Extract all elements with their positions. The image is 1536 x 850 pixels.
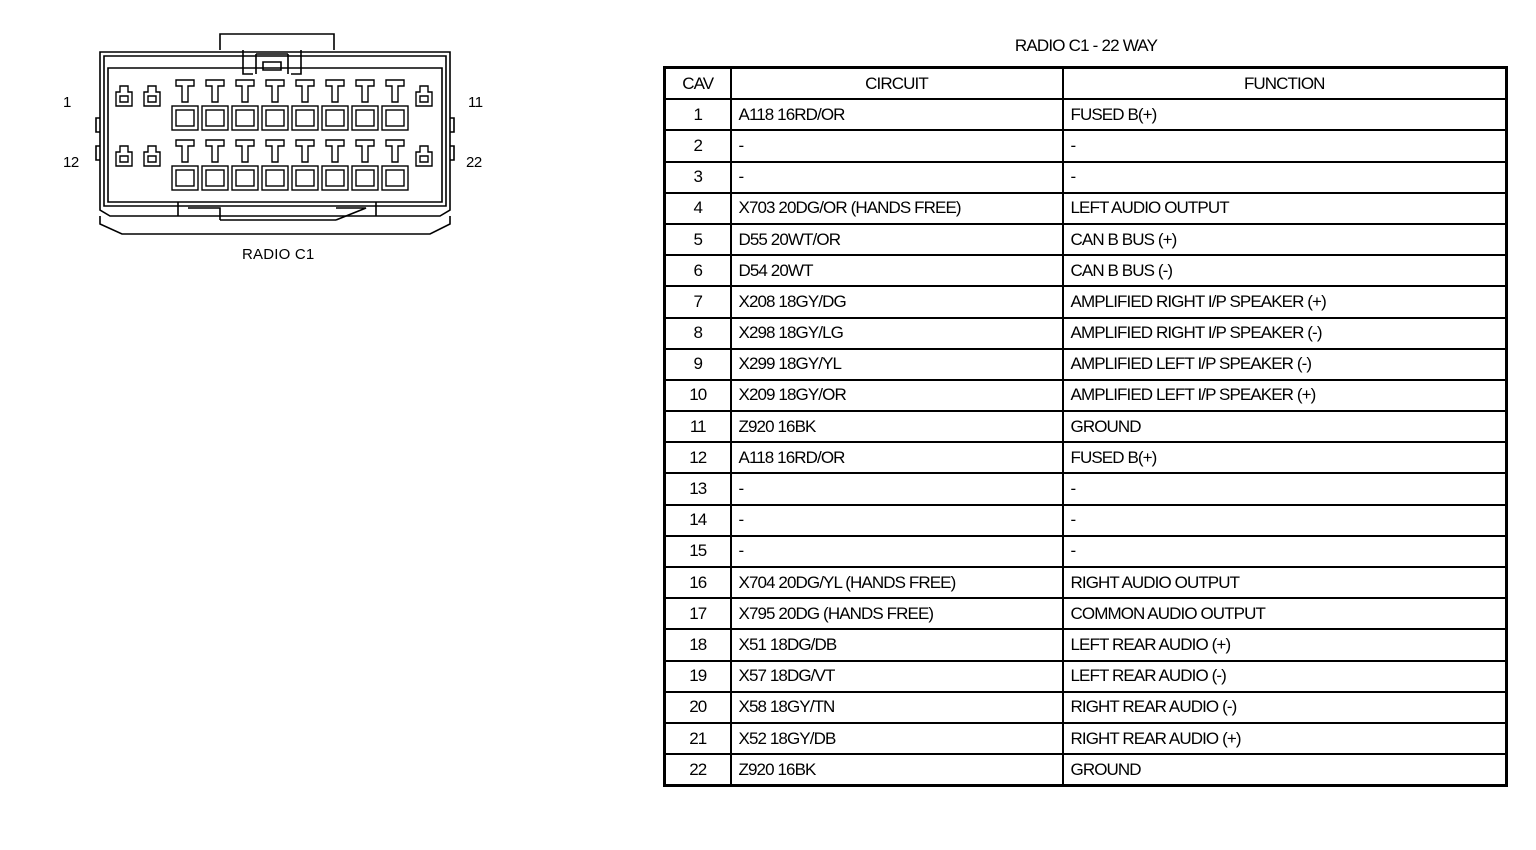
pin-label-12: 12 (63, 154, 79, 171)
circuit-cell: X795 20DG (HANDS FREE) (731, 598, 1063, 629)
cav-cell: 17 (665, 598, 731, 629)
table-row (665, 162, 1507, 193)
cav-cell: 16 (665, 567, 731, 598)
cav-cell: 12 (665, 442, 731, 473)
pin-label-22: 22 (466, 154, 482, 171)
function-cell: CAN B BUS (-) (1063, 255, 1507, 286)
cavity-11 (416, 86, 432, 106)
table-row (665, 349, 1507, 380)
table-row (665, 255, 1507, 286)
cavity-17 (262, 140, 288, 190)
cavity-20 (352, 140, 378, 190)
function-cell: RIGHT REAR AUDIO (+) (1063, 723, 1507, 754)
cavity-8 (322, 80, 348, 130)
table-row (665, 723, 1507, 754)
cav-cell: 3 (665, 162, 731, 193)
table-row (665, 629, 1507, 660)
table-row (665, 754, 1507, 786)
table-row (665, 130, 1507, 161)
table-title: RADIO C1 - 22 WAY (1014, 36, 1158, 55)
cav-cell: 6 (665, 255, 731, 286)
table-row (665, 598, 1507, 629)
function-cell: LEFT REAR AUDIO (-) (1063, 661, 1507, 692)
cav-cell: 21 (665, 723, 731, 754)
circuit-cell: X51 18DG/DB (731, 629, 1063, 660)
cavity-4 (202, 80, 228, 130)
cav-cell: 22 (665, 754, 731, 786)
cavity-14 (172, 140, 198, 190)
cav-cell: 13 (665, 473, 731, 504)
table-row (665, 661, 1507, 692)
function-cell: - (1063, 505, 1507, 536)
function-cell: - (1063, 162, 1507, 193)
cav-cell: 4 (665, 193, 731, 224)
function-cell: - (1063, 473, 1507, 504)
cavity-1 (116, 86, 132, 106)
circuit-cell: - (731, 130, 1063, 161)
circuit-cell: - (731, 473, 1063, 504)
function-cell: CAN B BUS (+) (1063, 224, 1507, 255)
connector-face-drawing (60, 30, 500, 270)
cav-cell: 9 (665, 349, 731, 380)
function-cell: AMPLIFIED RIGHT I/P SPEAKER (+) (1063, 286, 1507, 317)
cavity-16 (232, 140, 258, 190)
function-cell: AMPLIFIED LEFT I/P SPEAKER (-) (1063, 349, 1507, 380)
table-header-row (665, 68, 1507, 100)
cavity-15 (202, 140, 228, 190)
circuit-cell: - (731, 505, 1063, 536)
cav-cell: 11 (665, 411, 731, 442)
circuit-cell: X209 18GY/OR (731, 380, 1063, 411)
table-row (665, 411, 1507, 442)
header-circuit: CIRCUIT (731, 68, 1063, 100)
cav-cell: 10 (665, 380, 731, 411)
cavity-5 (232, 80, 258, 130)
function-cell: LEFT AUDIO OUTPUT (1063, 193, 1507, 224)
cav-cell: 5 (665, 224, 731, 255)
cav-cell: 18 (665, 629, 731, 660)
table-row (665, 318, 1507, 349)
function-cell: GROUND (1063, 754, 1507, 786)
function-cell: LEFT REAR AUDIO (+) (1063, 629, 1507, 660)
function-cell: FUSED B(+) (1063, 442, 1507, 473)
cavity-12 (116, 146, 132, 166)
cavity-22 (416, 146, 432, 166)
circuit-cell: X704 20DG/YL (HANDS FREE) (731, 567, 1063, 598)
circuit-cell: A118 16RD/OR (731, 99, 1063, 130)
function-cell: GROUND (1063, 411, 1507, 442)
table-row (665, 692, 1507, 723)
function-cell: COMMON AUDIO OUTPUT (1063, 598, 1507, 629)
circuit-cell: - (731, 162, 1063, 193)
cav-cell: 14 (665, 505, 731, 536)
cavity-21 (382, 140, 408, 190)
function-cell: - (1063, 130, 1507, 161)
cavity-13 (144, 146, 160, 166)
circuit-cell: A118 16RD/OR (731, 442, 1063, 473)
circuit-cell: - (731, 536, 1063, 567)
cavity-18 (292, 140, 318, 190)
cavity-2 (144, 86, 160, 106)
circuit-cell: D54 20WT (731, 255, 1063, 286)
header-cav: CAV (665, 68, 731, 100)
connector-diagram (60, 30, 500, 270)
circuit-cell: X208 18GY/DG (731, 286, 1063, 317)
pinout-table (663, 66, 1508, 787)
cavity-10 (382, 80, 408, 130)
cavity-6 (262, 80, 288, 130)
circuit-cell: X703 20DG/OR (HANDS FREE) (731, 193, 1063, 224)
circuit-cell: X299 18GY/YL (731, 349, 1063, 380)
cav-cell: 20 (665, 692, 731, 723)
circuit-cell: D55 20WT/OR (731, 224, 1063, 255)
circuit-cell: X57 18DG/VT (731, 661, 1063, 692)
cavity-9 (352, 80, 378, 130)
cav-cell: 7 (665, 286, 731, 317)
cav-cell: 2 (665, 130, 731, 161)
table-row (665, 536, 1507, 567)
pin-label-1: 1 (63, 94, 71, 111)
table-row (665, 99, 1507, 130)
function-cell: FUSED B(+) (1063, 99, 1507, 130)
function-cell: RIGHT REAR AUDIO (-) (1063, 692, 1507, 723)
table-row (665, 505, 1507, 536)
cavity-7 (292, 80, 318, 130)
cav-cell: 1 (665, 99, 731, 130)
cavity-19 (322, 140, 348, 190)
cav-cell: 15 (665, 536, 731, 567)
circuit-cell: Z920 16BK (731, 754, 1063, 786)
circuit-cell: X298 18GY/LG (731, 318, 1063, 349)
table-row (665, 224, 1507, 255)
pin-label-11: 11 (468, 94, 483, 111)
cav-cell: 8 (665, 318, 731, 349)
table-row (665, 473, 1507, 504)
function-cell: AMPLIFIED RIGHT I/P SPEAKER (-) (1063, 318, 1507, 349)
circuit-cell: Z920 16BK (731, 411, 1063, 442)
cavity-3 (172, 80, 198, 130)
function-cell: - (1063, 536, 1507, 567)
function-cell: AMPLIFIED LEFT I/P SPEAKER (+) (1063, 380, 1507, 411)
circuit-cell: X52 18GY/DB (731, 723, 1063, 754)
table-row (665, 286, 1507, 317)
header-function: FUNCTION (1063, 68, 1507, 100)
circuit-cell: X58 18GY/TN (731, 692, 1063, 723)
table-row (665, 567, 1507, 598)
connector-caption: RADIO C1 (242, 246, 315, 263)
cav-cell: 19 (665, 661, 731, 692)
table-row (665, 442, 1507, 473)
function-cell: RIGHT AUDIO OUTPUT (1063, 567, 1507, 598)
table-row (665, 380, 1507, 411)
table-row (665, 193, 1507, 224)
